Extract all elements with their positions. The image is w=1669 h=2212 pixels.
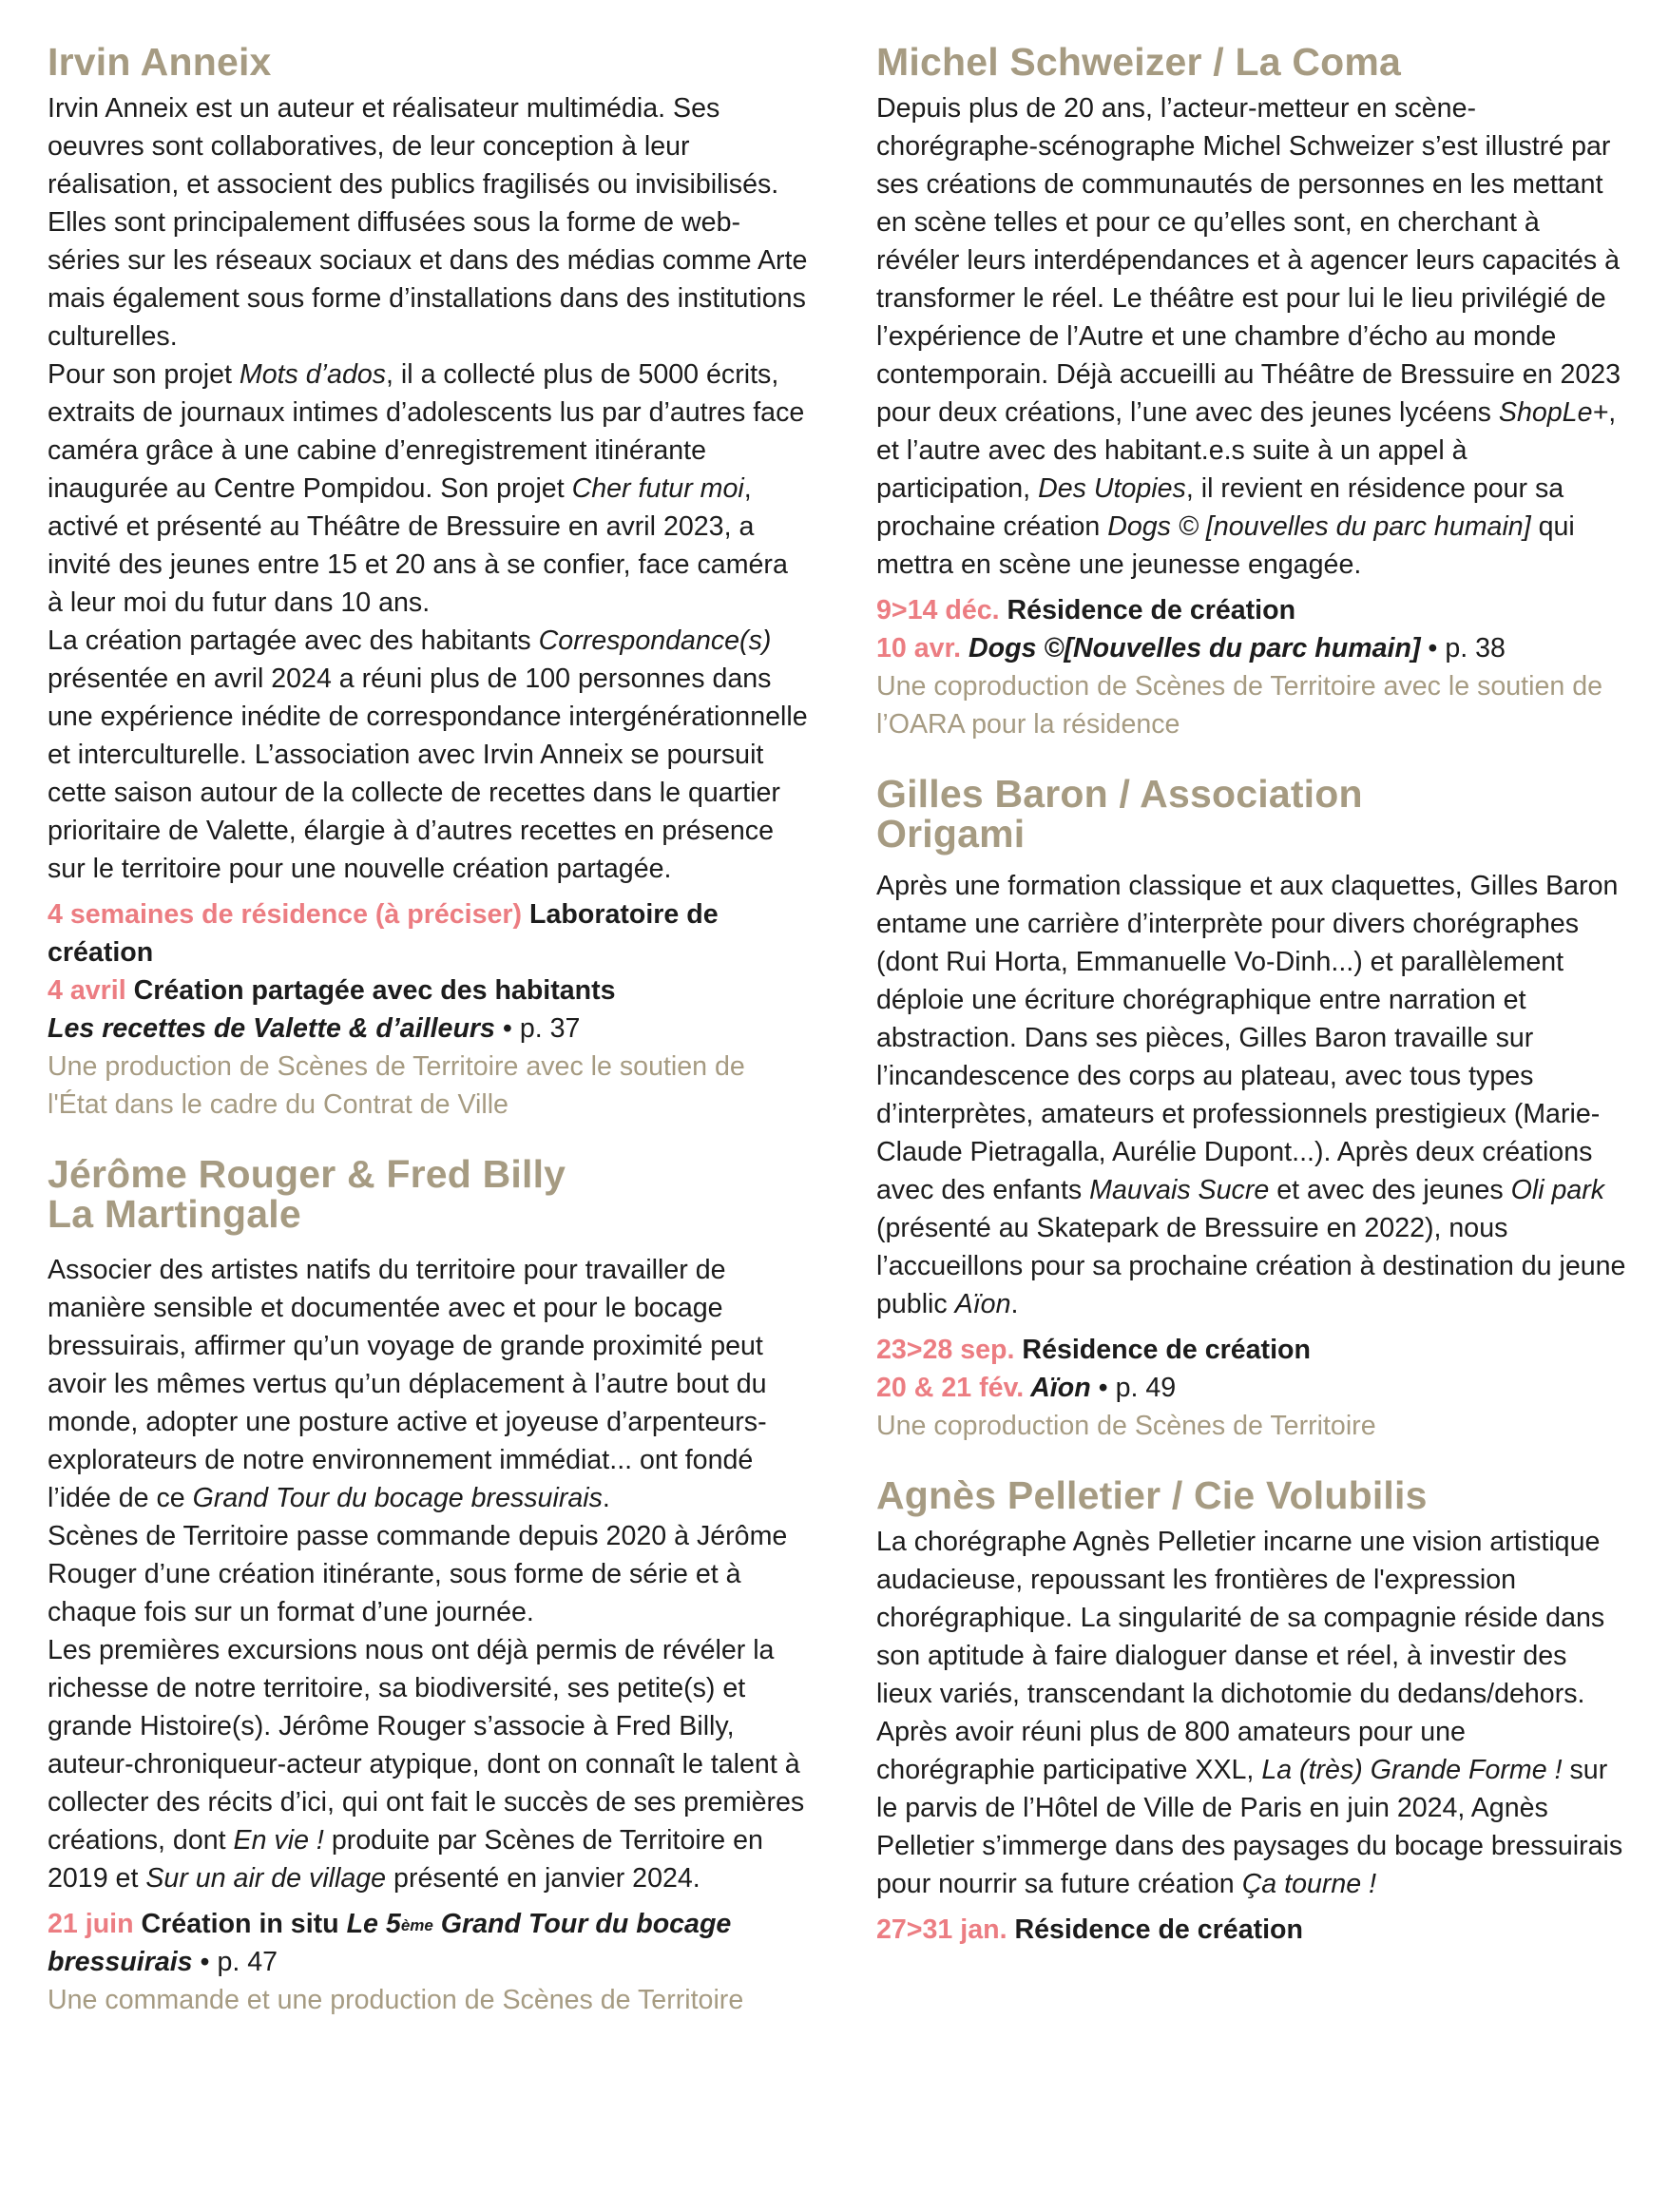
paragraph-text: Associer des artistes natifs du territoire pour travailler de manière sensible et documentée avec et pour le bocage bressuirais, affirmer qu’un voyage de grande proximité peut avoir les mêmes vertus qu’un déplacement à l’autre bout du monde, adopter une posture active et joyeuse d’arpenteurs-explorateurs de notre environnement immédiat... ont fondé l’idée de ce <box>48 1255 767 1513</box>
show-title: Grand Tour du bocage bressuirais <box>48 1909 732 1977</box>
work-title: Dogs © [nouvelles du parc humain] <box>1107 511 1531 542</box>
schedule-line <box>876 1331 1627 1369</box>
page-reference: • p. 49 <box>1090 1373 1177 1403</box>
work-title: Oli park <box>1510 1175 1605 1205</box>
paragraph <box>876 89 1627 584</box>
schedule-label: Résidence de création <box>999 595 1296 625</box>
schedule-label: Résidence de création <box>1014 1335 1311 1365</box>
paragraph-text: produite par Scènes de Territoire en 2019 et <box>48 1825 763 1894</box>
section-body <box>876 1523 1627 1903</box>
schedule-line <box>876 1911 1627 1949</box>
section-title-text: Origami <box>876 812 1026 856</box>
schedule-date: 10 avr. <box>876 633 962 664</box>
show-title: Aïon <box>1024 1373 1091 1403</box>
paragraph-text: qui mettra en scène une jeunesse engagée. <box>876 511 1575 580</box>
credit <box>876 667 1627 743</box>
section-body <box>48 1251 808 1897</box>
paragraph-text: (présenté au Skatepark de Bressuire en 2022), nous l’accueillons pour sa prochaine création à destination du jeune public <box>876 1213 1626 1319</box>
paragraph-text: Scènes de Territoire passe commande depuis 2020 à Jérôme Rouger d’une création itinérante, sous forme de série et à chaque fois sur un format d’une journée. <box>48 1521 788 1627</box>
left-column <box>48 42 808 2019</box>
schedule-label: Laboratoire de création <box>48 899 719 968</box>
work-title: Mauvais Sucre <box>1089 1175 1270 1205</box>
page-reference: • p. 38 <box>1420 633 1506 664</box>
credit <box>876 1407 1627 1445</box>
schedule-date: 21 juin <box>48 1909 134 1939</box>
superscript: ème <box>400 1916 433 1934</box>
work-title: Des Utopies <box>1038 473 1186 504</box>
credit <box>48 1048 808 1124</box>
schedule-date: 4 semaines de résidence (à préciser) <box>48 899 523 930</box>
section-body <box>876 89 1627 584</box>
show-title: Les recettes de Valette & d’ailleurs <box>48 1013 495 1044</box>
paragraph-text: . <box>602 1483 610 1513</box>
work-title: Cher futur moi <box>571 473 744 504</box>
paragraph-text: La création partagée avec des habitants <box>48 625 539 656</box>
work-title: ShopLe+ <box>1498 397 1609 428</box>
show-title: Dogs ©[Nouvelles du parc humain] <box>961 633 1421 664</box>
paragraph-text: sur le parvis de l’Hôtel de Ville de Paris en juin 2024, Agnès Pelletier s’immerge dans des paysages du bocage bressuirais pour nourrir sa future création <box>876 1755 1623 1899</box>
schedule <box>876 1911 1627 1949</box>
section-title-text: Gilles Baron / Association <box>876 772 1363 816</box>
schedule-date: 27>31 jan. <box>876 1914 1007 1945</box>
work-title: Aïon <box>954 1289 1011 1319</box>
schedule-line <box>876 591 1627 629</box>
page-reference: • p. 37 <box>494 1013 581 1044</box>
work-title: Grand Tour du bocage bressuirais <box>192 1483 603 1513</box>
schedule-date: 9>14 déc. <box>876 595 1000 625</box>
paragraph-text: , il revient en résidence pour sa prochaine création <box>876 473 1564 542</box>
credit-text: Une commande et une production de Scènes de Territoire <box>48 1985 744 2015</box>
paragraph-text: , activé et présenté au Théâtre de Bressuire en avril 2023, a invité des jeunes entre 15 et 20 ans à se confier, face caméra à leur moi du futur dans 10 ans. <box>48 473 788 618</box>
baron-section <box>876 774 1627 1445</box>
paragraph <box>876 1523 1627 1903</box>
section-title <box>48 42 808 82</box>
section-title-text: Jérôme Rouger & Fred Billy <box>48 1152 566 1196</box>
schedule-date: 4 avril <box>48 975 126 1006</box>
work-title: Sur un air de village <box>145 1863 387 1894</box>
section-title <box>48 1154 808 1234</box>
schedule-line <box>48 1905 808 1981</box>
paragraph-text: et avec des jeunes <box>1269 1175 1511 1205</box>
paragraph-text: présenté en janvier 2024. <box>386 1863 700 1894</box>
section-title-text: Irvin Anneix <box>48 40 272 84</box>
paragraph-text: Irvin Anneix est un auteur et réalisateur multimédia. Ses oeuvres sont collaboratives, de leur conception à leur réalisation, et associent des publics fragilisés ou invisibilisés. Elles sont principalement diffusées sous la forme de web-séries sur les réseaux sociaux et dans des médias comme Arte mais également sous forme d’installations dans des institutions culturelles. <box>48 93 808 352</box>
paragraph-text: , il a collecté plus de 5000 écrits, extraits de journaux intimes d’adolescents lus par d’autres face caméra grâce à une cabine d’enregistrement itinérante inaugurée au Centre Pompidou. Son projet <box>48 359 805 504</box>
page-reference: • p. 47 <box>192 1947 278 1977</box>
credit-text: Une production de Scènes de Territoire avec le soutien de l'État dans le cadre du Contrat de Ville <box>48 1051 745 1120</box>
paragraph-text: Après une formation classique et aux claquettes, Gilles Baron entame une carrière d’interprète pour divers chorégraphes (dont Rui Horta, Emmanuelle Vo-Dinh...) et parallèlement déploie une écriture chorégraphique entre narration et abstraction. Dans ses pièces, Gilles Baron travaille sur l’incandescence des corps au plateau, avec tous types d’interprètes, amateurs et professionnels prestigieux (Marie-Claude Pietragalla, Aurélie Dupont...). Après deux créations avec des enfants <box>876 871 1619 1205</box>
section-title <box>876 1475 1627 1515</box>
paragraph <box>876 867 1627 1323</box>
schedule-label: Création in situ <box>133 1909 347 1939</box>
schedule <box>876 591 1627 667</box>
irvin-anneix-section <box>48 42 808 1124</box>
credit-text: Une coproduction de Scènes de Territoire <box>876 1411 1376 1441</box>
show-title: Le 5 <box>346 1909 401 1939</box>
section-title-text: Michel Schweizer / La Coma <box>876 40 1402 84</box>
paragraph-text: , et l’autre avec des habitant.e.s suite à un appel à participation, <box>876 397 1617 504</box>
section-body <box>876 867 1627 1323</box>
schedule-date: 20 & 21 fév. <box>876 1373 1025 1403</box>
schedule <box>876 1331 1627 1407</box>
work-title: La (très) Grande Forme ! <box>1261 1755 1563 1785</box>
credit-text: Une coproduction de Scènes de Territoire avec le soutien de l’OARA pour la résidence <box>876 671 1603 740</box>
work-title: Correspondance(s) <box>538 625 772 656</box>
paragraph-text: La chorégraphe Agnès Pelletier incarne une vision artistique audacieuse, repoussant les frontières de l'expression chorégraphique. La singularité de sa compagnie réside dans son aptitude à faire dialoguer danse et réel, à investir des lieux variés, transcendant la dichotomie du dedans/dehors. Après avoir réuni plus de 800 amateurs pour une chorégraphie participative XXL, <box>876 1527 1605 1785</box>
paragraph <box>48 622 808 888</box>
paragraph <box>48 1517 808 1631</box>
schedule-line <box>48 971 808 1048</box>
credit <box>48 1981 808 2019</box>
work-title: Mots d’ados <box>239 359 387 390</box>
paragraph-text: . <box>1010 1289 1019 1319</box>
rouger-billy-section <box>48 1154 808 2019</box>
schedule-label: Résidence de création <box>1007 1914 1303 1945</box>
work-title: Ça tourne ! <box>1241 1869 1377 1899</box>
paragraph <box>48 89 808 356</box>
paragraph-text: présentée en avril 2024 a réuni plus de 100 personnes dans une expérience inédite de correspondance intergénérationnelle et interculturelle. L’association avec Irvin Anneix se poursuit cette saison autour de la collecte de recettes dans le quartier prioritaire de Valette, élargie à d’autres recettes en présence sur le territoire pour une nouvelle création partagée. <box>48 664 808 884</box>
pelletier-section <box>876 1475 1627 1949</box>
paragraph-text: Les premières excursions nous ont déjà permis de révéler la richesse de notre territoire, sa biodiversité, ses petite(s) et grande Histoire(s). Jérôme Rouger s’associe à Fred Billy, auteur-chroniqueur-acteur atypique, dont on connaît le talent à collecter des récits d’ici, qui ont fait le succès de ses premières créations, dont <box>48 1635 805 1856</box>
section-title-text: La Martingale <box>48 1192 301 1236</box>
schedule <box>48 895 808 1048</box>
right-column <box>876 42 1627 1949</box>
schedule-label: Création partagée avec des habitants <box>125 975 616 1006</box>
section-title <box>876 42 1627 82</box>
section-title <box>876 774 1627 854</box>
schedule-line <box>876 1369 1627 1407</box>
section-body <box>48 89 808 888</box>
paragraph <box>48 356 808 622</box>
schedule <box>48 1905 808 1981</box>
paragraph-text: Depuis plus de 20 ans, l’acteur-metteur en scène-chorégraphe-scénographe Michel Schweizer s’est illustré par ses créations de communautés de personnes en les mettant en scène telles et pour ce qu’elles sont, en cherchant à révéler leurs interdépendances et à agencer leurs capacités à transformer le réel. Le théâtre est pour lui le lieu privilégié de l’expérience de l’Autre et une chambre d’écho au monde contemporain. Déjà accueilli au Théâtre de Bressuire en 2023 pour deux créations, l’une avec des jeunes lycéens <box>876 93 1621 428</box>
schweizer-section <box>876 42 1627 743</box>
schedule-date: 23>28 sep. <box>876 1335 1015 1365</box>
section-title-text: Agnès Pelletier / Cie Volubilis <box>876 1473 1428 1517</box>
work-title: En vie ! <box>233 1825 324 1856</box>
schedule-line <box>876 629 1627 667</box>
schedule-line <box>48 895 808 971</box>
paragraph <box>48 1631 808 1897</box>
paragraph-text: Pour son projet <box>48 359 240 390</box>
paragraph <box>48 1251 808 1517</box>
